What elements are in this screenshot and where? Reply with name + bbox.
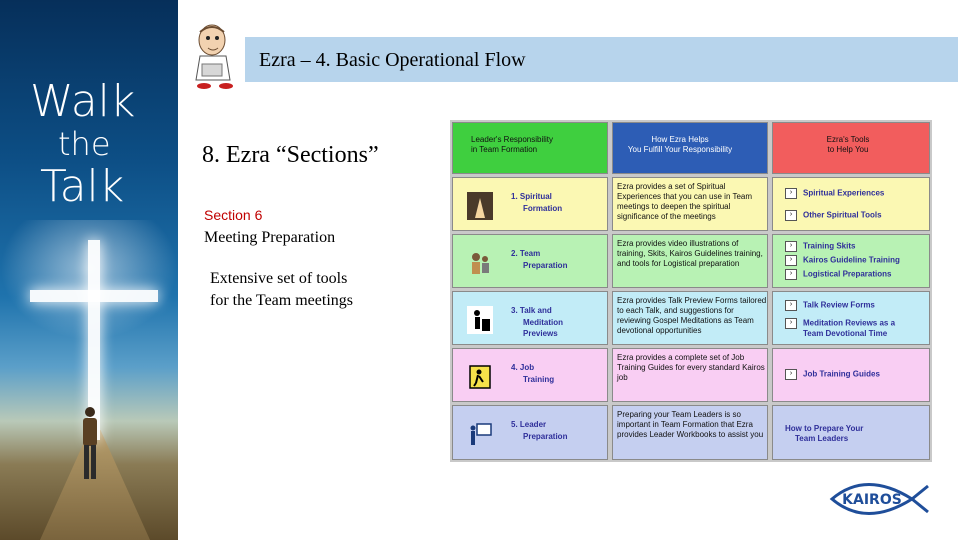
arrow-icon: › <box>785 188 797 199</box>
team-people-icon <box>467 249 493 277</box>
arrow-icon: › <box>785 269 797 280</box>
tool-link-other-spiritual-tools[interactable] <box>785 210 882 221</box>
row-5-help-cell <box>612 405 768 460</box>
row-2-responsibility-cell <box>452 234 608 288</box>
tool-link-talk-review-forms[interactable] <box>785 300 875 311</box>
tool-link-kairos-guideline-training[interactable] <box>785 255 900 266</box>
tool-link-job-training-guides[interactable] <box>785 369 880 380</box>
speaker-podium-icon <box>467 306 493 334</box>
row-title-line-2: Meditation <box>523 318 563 327</box>
row-2-tools-cell <box>772 234 930 288</box>
kairos-fish-logo <box>826 474 934 524</box>
row-3-responsibility-cell <box>452 291 608 345</box>
tool-label: Job Training Guides <box>803 369 880 379</box>
tool-link-spiritual-experiences[interactable] <box>785 188 884 199</box>
row-title-line-2: Formation <box>523 204 563 213</box>
tool-label: Spiritual Experiences <box>803 188 885 198</box>
tool-link-prepare-team-leaders[interactable] <box>785 424 863 444</box>
body-text-line-1: Extensive set of tools <box>210 270 348 287</box>
header-line: Leader's Responsibility <box>471 135 554 144</box>
tool-link-logistical-preparations[interactable] <box>785 269 891 280</box>
row-4-help-cell <box>612 348 768 402</box>
tool-label-line-2: Team Leaders <box>795 434 849 443</box>
tool-label: Other Spiritual Tools <box>803 210 882 220</box>
banner-word-the: the <box>58 125 111 163</box>
banner-word-talk: Talk <box>40 161 125 212</box>
walk-the-talk-banner <box>0 0 178 540</box>
body-text-line-2: for the Team meetings <box>210 292 353 309</box>
header-line: You Fulfill Your Responsibility <box>627 145 733 154</box>
arrow-icon: › <box>785 241 797 252</box>
arrow-icon: › <box>785 255 797 266</box>
header-line: in Team Formation <box>471 145 538 154</box>
section-heading: 8. Ezra “Sections” <box>202 142 379 168</box>
tool-link-meditation-reviews[interactable] <box>785 318 895 339</box>
row-4-tools-cell <box>772 348 930 402</box>
cross-icon-horizontal <box>30 290 158 302</box>
row-5-tools-cell <box>772 405 930 460</box>
row-5-responsibility-cell <box>452 405 608 460</box>
tool-label: Kairos Guideline Training <box>803 255 900 265</box>
title-bar <box>242 37 958 82</box>
row-title: 5. Leader <box>511 420 547 429</box>
row-description: Ezra provides a set of Spiritual Experiences that you can use in Team meetings to deepen the spiritual significance of the meetings <box>617 182 753 221</box>
row-title: 1. Spiritual <box>511 192 552 201</box>
row-2-help-cell <box>612 234 768 288</box>
section-label: Section 6 <box>204 207 263 223</box>
ezra-mascot-icon <box>186 22 248 92</box>
ezra-sections-table <box>450 120 932 462</box>
row-1-responsibility-cell <box>452 177 608 231</box>
row-3-tools-cell <box>772 291 930 345</box>
row-title-line-2: Preparation <box>523 261 568 270</box>
header-line: to Help You <box>827 145 869 154</box>
row-title: 3. Talk and <box>511 306 552 315</box>
tool-label: How to Prepare Your <box>785 424 864 433</box>
praying-hands-icon <box>467 192 493 220</box>
tool-label: Training Skits <box>803 241 856 251</box>
arrow-icon: › <box>785 210 797 221</box>
arrow-icon: › <box>785 369 797 380</box>
row-title: 4. Job <box>511 363 535 372</box>
header-line: How Ezra Helps <box>651 135 709 144</box>
header-cell-how-ezra-helps <box>612 122 768 174</box>
row-3-help-cell <box>612 291 768 345</box>
row-title: 2. Team <box>511 249 541 258</box>
row-description: Ezra provides video illustrations of training, Skits, Kairos Guidelines training, and tools for Logistical preparation <box>617 239 763 268</box>
row-1-help-cell <box>612 177 768 231</box>
row-title-line-2: Training <box>523 375 555 384</box>
row-4-responsibility-cell <box>452 348 608 402</box>
section-description: Meeting Preparation <box>204 229 336 246</box>
slide-title: Ezra – 4. Basic Operational Flow <box>259 49 526 71</box>
tool-label: Logistical Preparations <box>803 269 892 279</box>
header-cell-ezra-tools <box>772 122 930 174</box>
walker-figure-icon <box>78 405 102 485</box>
arrow-icon: › <box>785 300 797 311</box>
logo-text: KAIROS <box>842 492 902 508</box>
banner-word-walk: Walk <box>30 76 136 127</box>
tool-link-training-skits[interactable] <box>785 241 855 252</box>
header-line: Ezra's Tools <box>826 135 870 144</box>
presenter-board-icon <box>467 420 493 448</box>
tool-label-line-2: Team Devotional Time <box>803 329 888 338</box>
row-1-tools-cell <box>772 177 930 231</box>
row-description: Ezra provides a complete set of Job Training Guides for every standard Kairos job <box>617 353 765 382</box>
tool-label: Meditation Reviews as a <box>803 318 896 328</box>
worker-sign-icon <box>467 363 493 391</box>
row-description: Ezra provides Talk Preview Forms tailored to each Talk, and suggestions for reviewing Gospel Meditations as Team devotional opportunities <box>617 296 767 335</box>
row-title-line-2: Preparation <box>523 432 568 441</box>
row-title-line-3: Previews <box>523 329 558 338</box>
arrow-icon: › <box>785 318 797 329</box>
header-cell-responsibility <box>452 122 608 174</box>
row-description: Preparing your Team Leaders is so important in Team Formation that Ezra provides Leader Workbooks to assist you <box>617 410 764 439</box>
tool-label: Talk Review Forms <box>803 300 875 310</box>
